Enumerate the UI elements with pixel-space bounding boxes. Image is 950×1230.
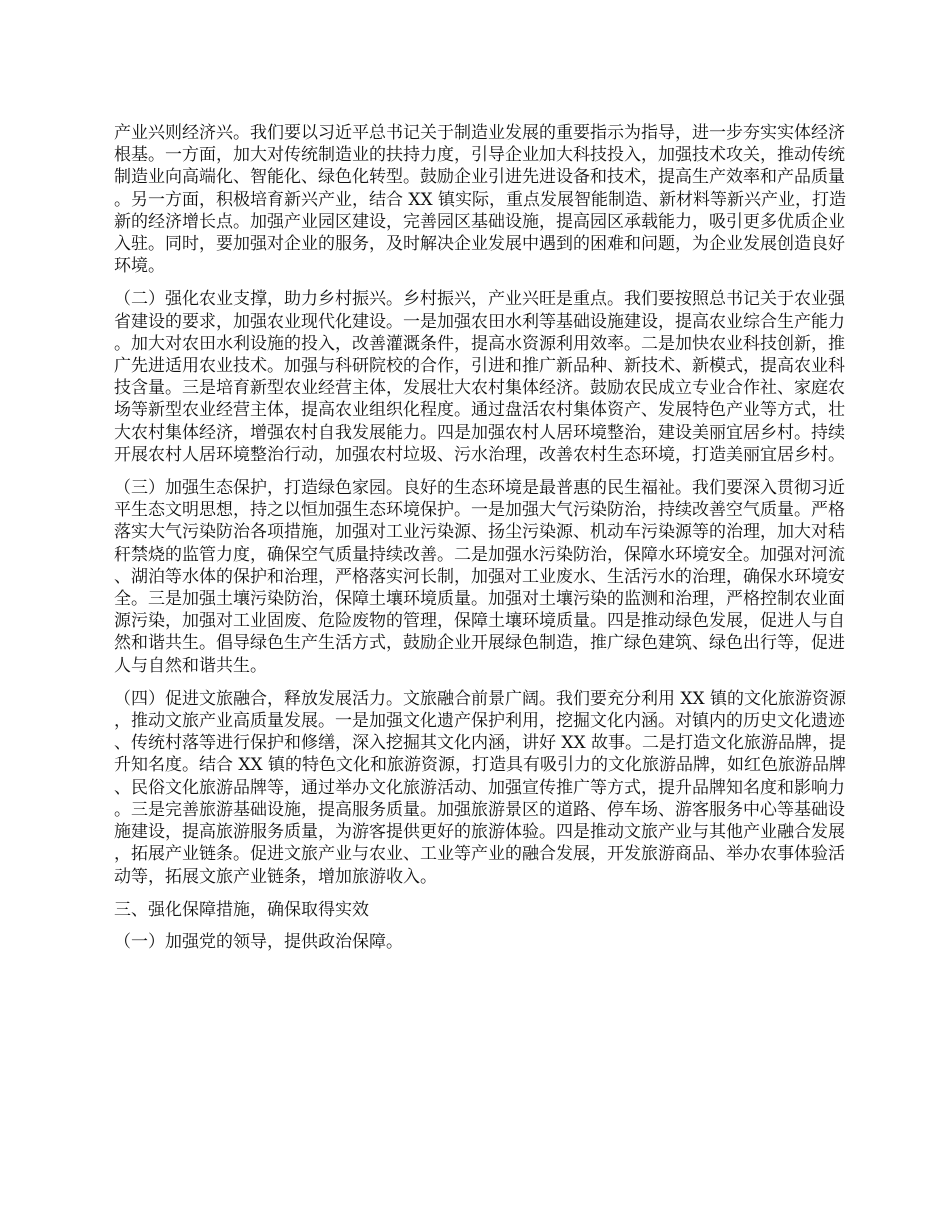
section-heading: 三、强化保障措施，确保取得实效	[114, 899, 369, 920]
paragraph-industry: 产业兴则经济兴。我们要以习近平总书记关于制造业发展的重要指示为指导，进一步夯实实体经济根基。一方面，加大对传统制造业的扶持力度，引导企业加大科技投入，加强技术攻关，推动传统制造业向高端化、智能化、绿色化转型。鼓励企业引进先进设备和技术，提高生产效率和产品质量。另一方面，积极培育新兴产业，结合 XX 镇实际，重点发展智能制造、新材料等新兴产业，打造新的经济增长点。加强产业园区建设，完善园区基础设施，提高园区承载能力，吸引更多优质企业入驻。同时，要加强对企业的服务，及时解决企业发展中遇到的困难和问题，为企业发展创造良好环境。	[114, 123, 847, 277]
paragraph-ecology: （三）加强生态保护，打造绿色家园。良好的生态环境是最普惠的民生福祉。我们要深入贯彻习近平生态文明思想，持之以恒加强生态环境保护。一是加强大气污染防治，持续改善空气质量。严格落实大气污染防治各项措施，加强对工业污染源、扬尘污染源、机动车污染源等的治理，加大对秸秆禁烧的监管力度，确保空气质量持续改善。二是加强水污染防治，保障水环境安全。加强对河流、湖泊等水体的保护和治理，严格落实河长制，加强对工业废水、生活污水的治理，确保水环境安全。三是加强土壤污染防治，保障土壤环境质量。加强对土壤污染的监测和治理，严格控制农业面源污染，加强对工业固废、危险废物的管理，保障土壤环境质量。四是推动绿色发展，促进人与自然和谐共生。倡导绿色生产生活方式，鼓励企业开展绿色制造，推广绿色建筑、绿色出行等，促进人与自然和谐共生。	[114, 478, 845, 676]
document-body	[114, 122, 856, 953]
paragraph-agriculture: （二）强化农业支撑，助力乡村振兴。乡村振兴，产业兴旺是重点。我们要按照总书记关于农业强省建设的要求，加强农业现代化建设。一是加强农田水利等基础设施建设，提高农业综合生产能力。加大对农田水利设施的投入，改善灌溉条件，提高水资源利用效率。二是加快农业科技创新，推广先进适用农业技术。加强与科研院校的合作，引进和推广新品种、新技术、新模式，提高农业科技含量。三是培育新型农业经营主体，发展壮大农村集体经济。鼓励农民成立专业合作社、家庭农场等新型农业经营主体，提高农业组织化程度。通过盘活农村集体资产、发展特色产业等方式，壮大农村集体经济，增强农村自我发展能力。四是加强农村人居环境整治，建设美丽宜居乡村。持续开展农村人居环境整治行动，加强农村垃圾、污水治理，改善农村生态环境，打造美丽宜居乡村。	[114, 289, 845, 465]
paragraph-culture-tourism: （四）促进文旅融合，释放发展活力。文旅融合前景广阔。我们要充分利用 XX 镇的文化旅游资源，推动文旅产业高质量发展。一是加强文化遗产保护利用，挖掘文化内涵。对镇内的历史文化遗迹、传统村落等进行保护和修缮，深入挖掘其文化内涵，讲好 XX 故事。二是打造文化旅游品牌，提升知名度。结合 XX 镇的特色文化和旅游资源，打造具有吸引力的文化旅游品牌，如红色旅游品牌、民俗文化旅游品牌等，通过举办文化旅游活动、加强宣传推广等方式，提升品牌知名度和影响力。三是完善旅游基础设施，提高服务质量。加强旅游景区的道路、停车场、游客服务中心等基础设施建设，提高旅游服务质量，为游客提供更好的旅游体验。四是推动文旅产业与其他产业融合发展，拓展产业链条。促进文旅产业与农业、工业等产业的融合发展，开发旅游商品、举办农事体验活动等，拓展文旅产业链条，增加旅游收入。	[114, 688, 847, 887]
subsection-heading: （一）加强党的领导，提供政治保障。	[114, 931, 403, 952]
